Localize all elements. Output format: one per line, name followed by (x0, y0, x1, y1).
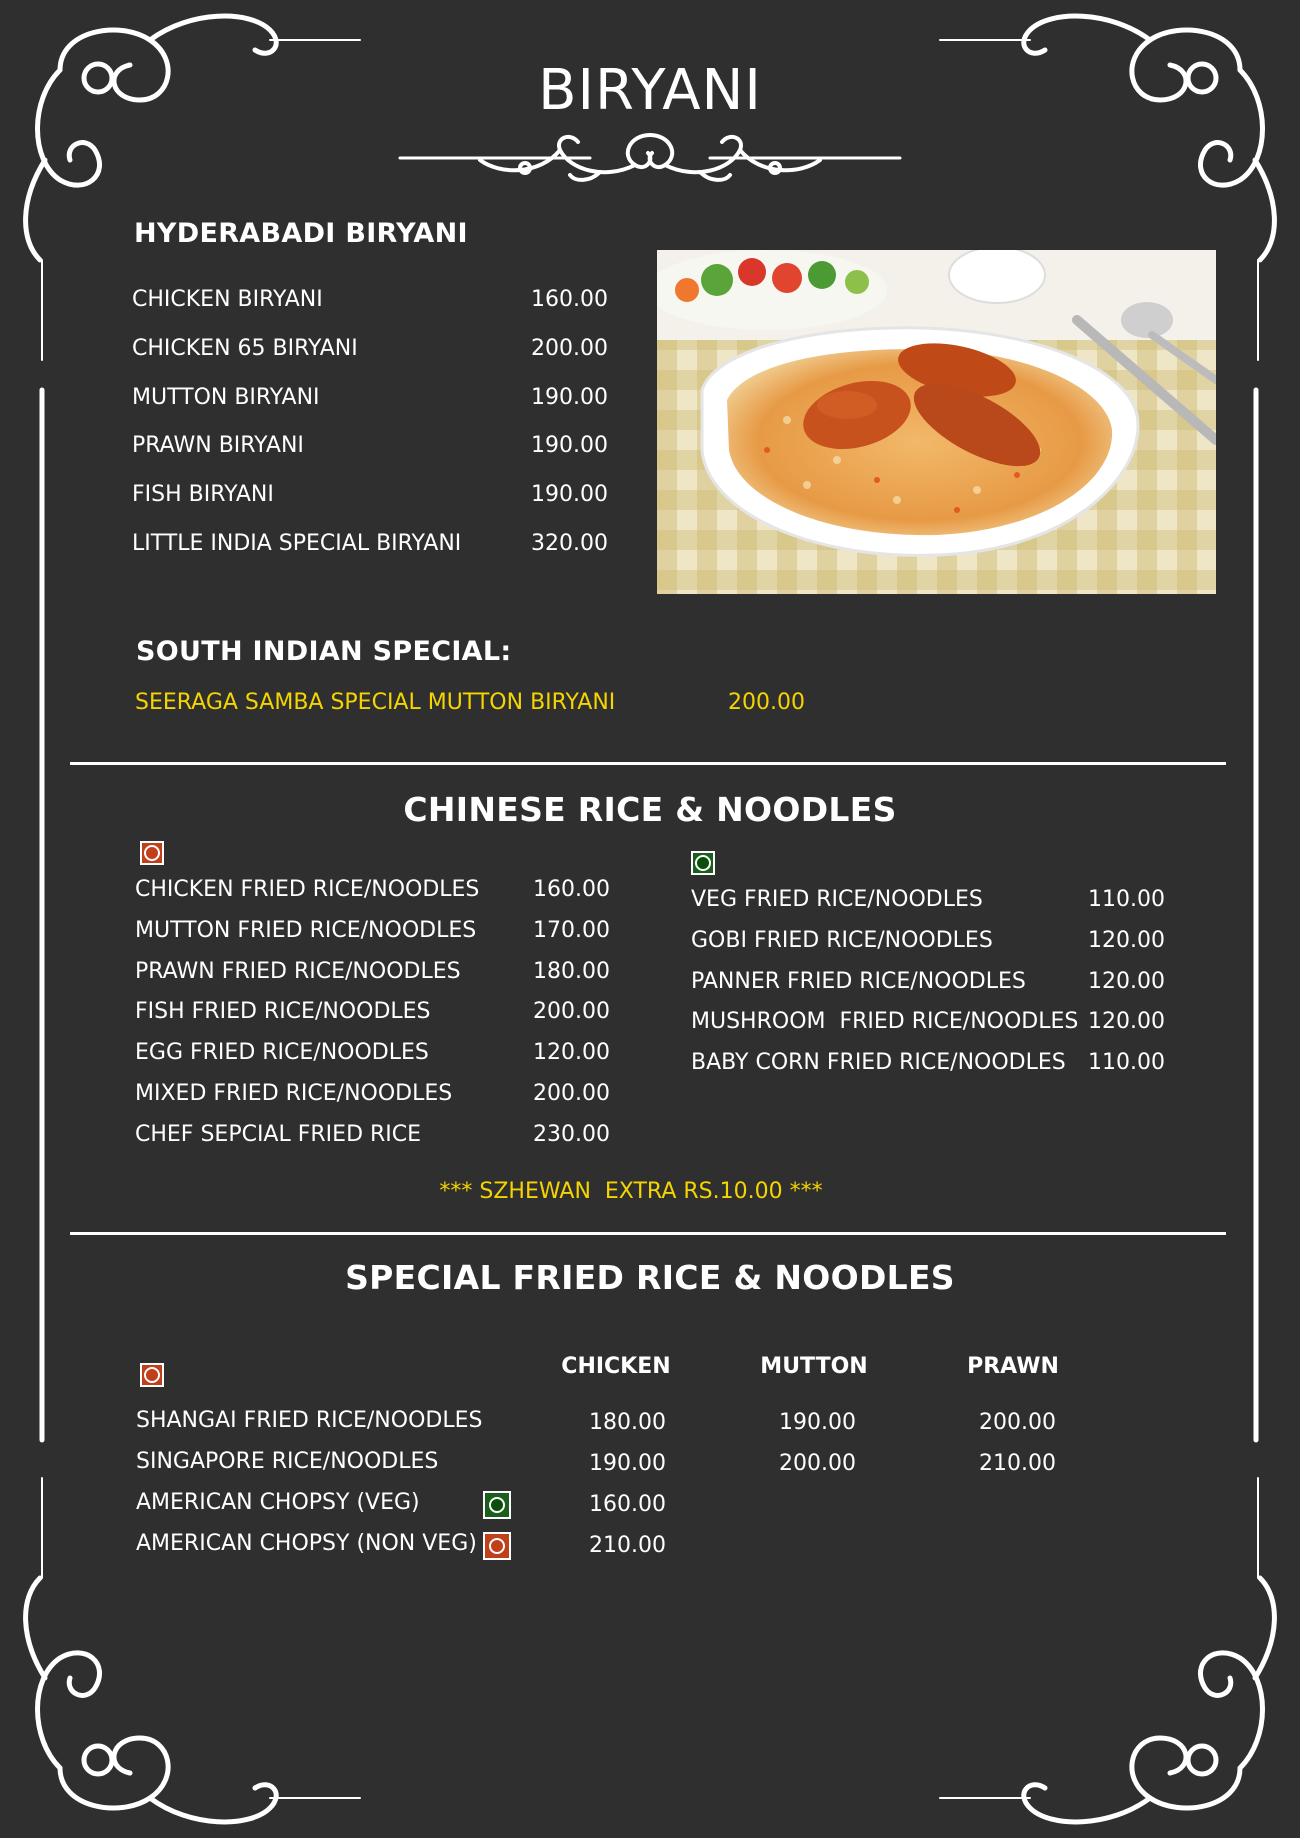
menu-item (132, 333, 608, 363)
item-name: MUTTON FRIED RICE/NOODLES (135, 917, 477, 943)
price-mutton: 200.00 (779, 1451, 856, 1476)
item-name: MUTTON BIRYANI (132, 384, 320, 410)
menu-item (135, 996, 610, 1026)
column-header-mutton: MUTTON (760, 1354, 868, 1379)
price-chicken: 190.00 (589, 1451, 666, 1476)
item-price: 120.00 (1088, 1008, 1165, 1034)
item-name: FISH BIRYANI (132, 481, 274, 507)
biryani-photo (657, 250, 1216, 594)
menu-item (132, 284, 608, 314)
item-price: 180.00 (533, 958, 610, 984)
menu-item (135, 1119, 610, 1149)
item-price: 200.00 (533, 1080, 610, 1106)
menu-item (691, 925, 1165, 955)
item-price: 160.00 (531, 286, 608, 312)
item-price: 120.00 (1088, 927, 1165, 953)
item-name: LITTLE INDIA SPECIAL BIRYANI (132, 530, 462, 556)
szhewan-extra-note: *** SZHEWAN EXTRA RS.10.00 *** (439, 1179, 823, 1204)
column-header-prawn: PRAWN (967, 1354, 1059, 1379)
price-prawn: 200.00 (979, 1410, 1056, 1435)
item-name: VEG FRIED RICE/NOODLES (691, 886, 983, 912)
menu-item (691, 1006, 1165, 1036)
menu-item (135, 956, 610, 986)
column-header-chicken: CHICKEN (561, 1354, 671, 1379)
item-price: 190.00 (531, 432, 608, 458)
item-name: PRAWN FRIED RICE/NOODLES (135, 958, 461, 984)
price-chicken: 180.00 (589, 1410, 666, 1435)
item-price: 190.00 (531, 481, 608, 507)
veg-indicator-icon (483, 1491, 511, 1519)
special-item-name: SINGAPORE RICE/NOODLES (136, 1449, 439, 1474)
item-price: 160.00 (533, 876, 610, 902)
section-divider (70, 762, 1226, 765)
biryani-illustration (657, 250, 1216, 594)
item-price: 200.00 (533, 998, 610, 1024)
item-price: 110.00 (1088, 886, 1165, 912)
menu-item (135, 915, 610, 945)
item-name: PANNER FRIED RICE/NOODLES (691, 968, 1026, 994)
price-chicken: 160.00 (589, 1492, 666, 1517)
item-price: 200.00 (728, 689, 805, 715)
item-price: 170.00 (533, 917, 610, 943)
item-price: 190.00 (531, 384, 608, 410)
item-price: 200.00 (531, 335, 608, 361)
item-name: BABY CORN FRIED RICE/NOODLES (691, 1049, 1066, 1075)
item-name: FISH FRIED RICE/NOODLES (135, 998, 431, 1024)
menu-item (135, 1037, 610, 1067)
item-name: CHICKEN BIRYANI (132, 286, 323, 312)
special-item-name: SHANGAI FRIED RICE/NOODLES (136, 1408, 483, 1433)
price-chicken: 210.00 (589, 1533, 666, 1558)
south-indian-special-heading: SOUTH INDIAN SPECIAL: (136, 636, 512, 667)
menu-item (135, 874, 610, 904)
menu-item (691, 966, 1165, 996)
non-veg-indicator-icon (140, 1363, 164, 1387)
page-title: BIRYANI (538, 58, 762, 123)
special-fried-rice-noodles-heading: SPECIAL FRIED RICE & NOODLES (345, 1258, 955, 1297)
item-name: MUSHROOM FRIED RICE/NOODLES (691, 1008, 1079, 1034)
price-prawn: 210.00 (979, 1451, 1056, 1476)
item-price: 120.00 (1088, 968, 1165, 994)
item-name: CHICKEN FRIED RICE/NOODLES (135, 876, 480, 902)
menu-item (132, 382, 608, 412)
special-item-name: AMERICAN CHOPSY (VEG) (136, 1490, 420, 1515)
menu-item (691, 1047, 1165, 1077)
special-item-name: AMERICAN CHOPSY (NON VEG) (136, 1531, 477, 1556)
veg-indicator-icon (691, 851, 715, 875)
item-name: MIXED FRIED RICE/NOODLES (135, 1080, 453, 1106)
item-price: 120.00 (533, 1039, 610, 1065)
price-mutton: 190.00 (779, 1410, 856, 1435)
non-veg-indicator-icon (483, 1532, 511, 1560)
item-name: EGG FRIED RICE/NOODLES (135, 1039, 429, 1065)
section-divider (70, 1232, 1226, 1235)
menu-item (135, 1078, 610, 1108)
menu-item-highlighted (135, 687, 805, 717)
item-name: CHEF SEPCIAL FRIED RICE (135, 1121, 422, 1147)
hyderabadi-biryani-heading: HYDERABADI BIRYANI (134, 218, 468, 249)
item-name: CHICKEN 65 BIRYANI (132, 335, 358, 361)
item-name: GOBI FRIED RICE/NOODLES (691, 927, 993, 953)
chinese-rice-noodles-heading: CHINESE RICE & NOODLES (403, 790, 897, 829)
item-name: SEERAGA SAMBA SPECIAL MUTTON BIRYANI (135, 689, 616, 715)
item-price: 230.00 (533, 1121, 610, 1147)
menu-item (132, 479, 608, 509)
non-veg-indicator-icon (140, 841, 164, 865)
menu-item (132, 430, 608, 460)
title-flourish-ornament (390, 120, 910, 190)
item-name: PRAWN BIRYANI (132, 432, 304, 458)
menu-item (691, 884, 1165, 914)
item-price: 110.00 (1088, 1049, 1165, 1075)
menu-item (132, 528, 608, 558)
item-price: 320.00 (531, 530, 608, 556)
